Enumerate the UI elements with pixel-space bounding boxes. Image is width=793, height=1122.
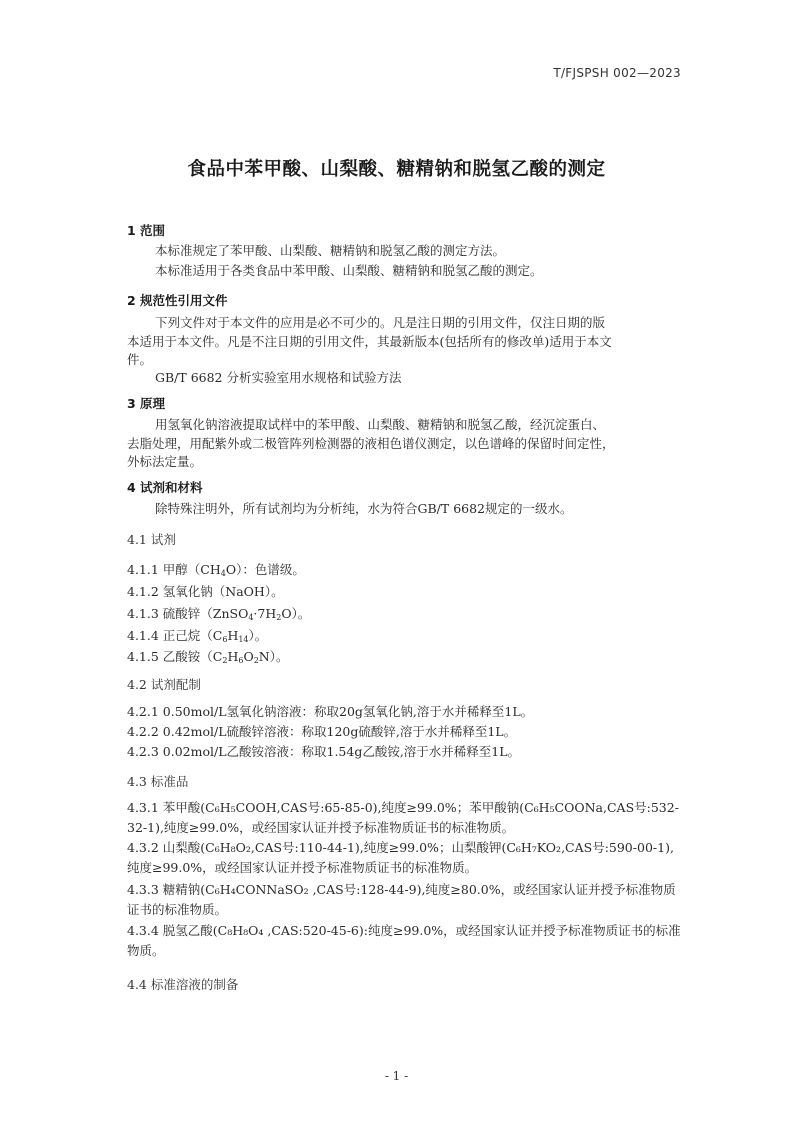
standard-dehydroacetic-acid: 4.3.4 脱氢乙酸(C₈H₈O₄ ,CAS:520-45-6):纯度≥99.0%，或经国家认证并授予标准物质证书的标准物质。	[127, 923, 681, 958]
section-4-3-heading: 4.3 标准品	[127, 774, 189, 789]
section-4-intro: 除特殊注明外，所有试剂均为分析纯，水为符合GB/T 6682规定的一级水。	[155, 501, 573, 516]
reagent-prep-1: 4.2.1 0.50mol/L氢氧化钠溶液：称取20g氢氧化钠,溶于水并稀释至1L。	[127, 704, 534, 719]
section-2-para-line-2: 本适用于本文件。凡是不注日期的引用文件，其最新版本(包括所有的修改单)适用于本文	[127, 334, 612, 349]
section-2-para-line-3: 件。	[127, 352, 153, 367]
normative-reference: GB/T 6682 分析实验室用水规格和试验方法	[155, 370, 402, 385]
reagent-prep-3: 4.2.3 0.02mol/L乙酸铵溶液：称取1.54g乙酸铵,溶于水并稀释至1L。	[127, 744, 521, 759]
standard-benzoic-acid: 4.3.1 苯甲酸(C₆H₅COOH,CAS号:65-85-0),纯度≥99.0%；苯甲酸钠(C₆H₅COONa,CAS号:532-32-1),纯度≥99.0%，或经国家认证并授予标准物质证书的标准物质。	[127, 800, 679, 835]
section-3-line-3: 外标法定量。	[127, 454, 203, 469]
section-4-1-heading: 4.1 试剂	[127, 532, 176, 547]
section-4-4-heading: 4.4 标准溶液的制备	[127, 977, 239, 992]
page-number: - 1 -	[384, 1069, 409, 1083]
standard-saccharin-sodium: 4.3.3 糖精钠(C₆H₄CONNaSO₂ ,CAS号:128-44-9),纯度≥80.0%，或经国家认证并授予标准物质证书的标准物质。	[127, 882, 676, 917]
section-3-heading: 3 原理	[127, 396, 166, 411]
reagent-sodium-hydroxide: 4.1.2 氢氧化钠（NaOH）。	[127, 584, 284, 599]
document-title: 食品中苯甲酸、山梨酸、糖精钠和脱氢乙酸的测定	[187, 159, 606, 180]
document-number: T/FJSPSH 002—2023	[553, 66, 681, 80]
reagent-ammonium-acetate: 4.1.5 乙酸铵$(C_2H_6O_2N)$。	[127, 649, 289, 665]
section-1-para-1: 本标准规定了苯甲酸、山梨酸、糖精钠和脱氢乙酸的测定方法。	[155, 243, 506, 258]
section-4-heading: 4 试剂和材料	[127, 480, 203, 495]
reagent-hexane: 4.1.4 正己烷$(C_6H_{14})$。	[127, 628, 268, 644]
section-3-line-1: 用氢氧化钠溶液提取试样中的苯甲酸、山梨酸、糖精钠和脱氢乙酸，经沉淀蛋白、	[155, 417, 606, 432]
section-4-2-heading: 4.2 试剂配制	[127, 677, 201, 692]
section-1-heading: 1 范围	[127, 223, 166, 238]
section-2-heading: 2 规范性引用文件	[127, 293, 228, 308]
section-2-para-line-1: 下列文件对于本文件的应用是必不可少的。凡是注日期的引用文件，仅注日期的版	[155, 315, 606, 330]
standard-sorbic-acid: 4.3.2 山梨酸(C₆H₈O₂,CAS号:110-44-1),纯度≥99.0%；山梨酸钾(C₆H₇KO₂,CAS号:590-00-1),纯度≥99.0%，或经国家认证并授予标准物质证书的标准物质。	[127, 840, 674, 875]
section-3-line-2: 去脂处理，用配紫外或二极管阵列检测器的液相色谱仪测定，以色谱峰的保留时间定性，	[127, 436, 615, 451]
reagent-prep-2: 4.2.2 0.42mol/L硫酸锌溶液：称取120g硫酸锌,溶于水并稀释至1L。	[127, 724, 517, 739]
reagent-zinc-sulfate: 4.1.3 硫酸锌$(ZnSO_4\cdot 7H_2O)$。	[127, 606, 311, 622]
reagent-methanol: 4.1.1 甲醇$(CH_4O)$：色谱级。	[127, 562, 305, 578]
section-1-para-2: 本标准适用于各类食品中苯甲酸、山梨酸、糖精钠和脱氢乙酸的测定。	[155, 263, 543, 278]
